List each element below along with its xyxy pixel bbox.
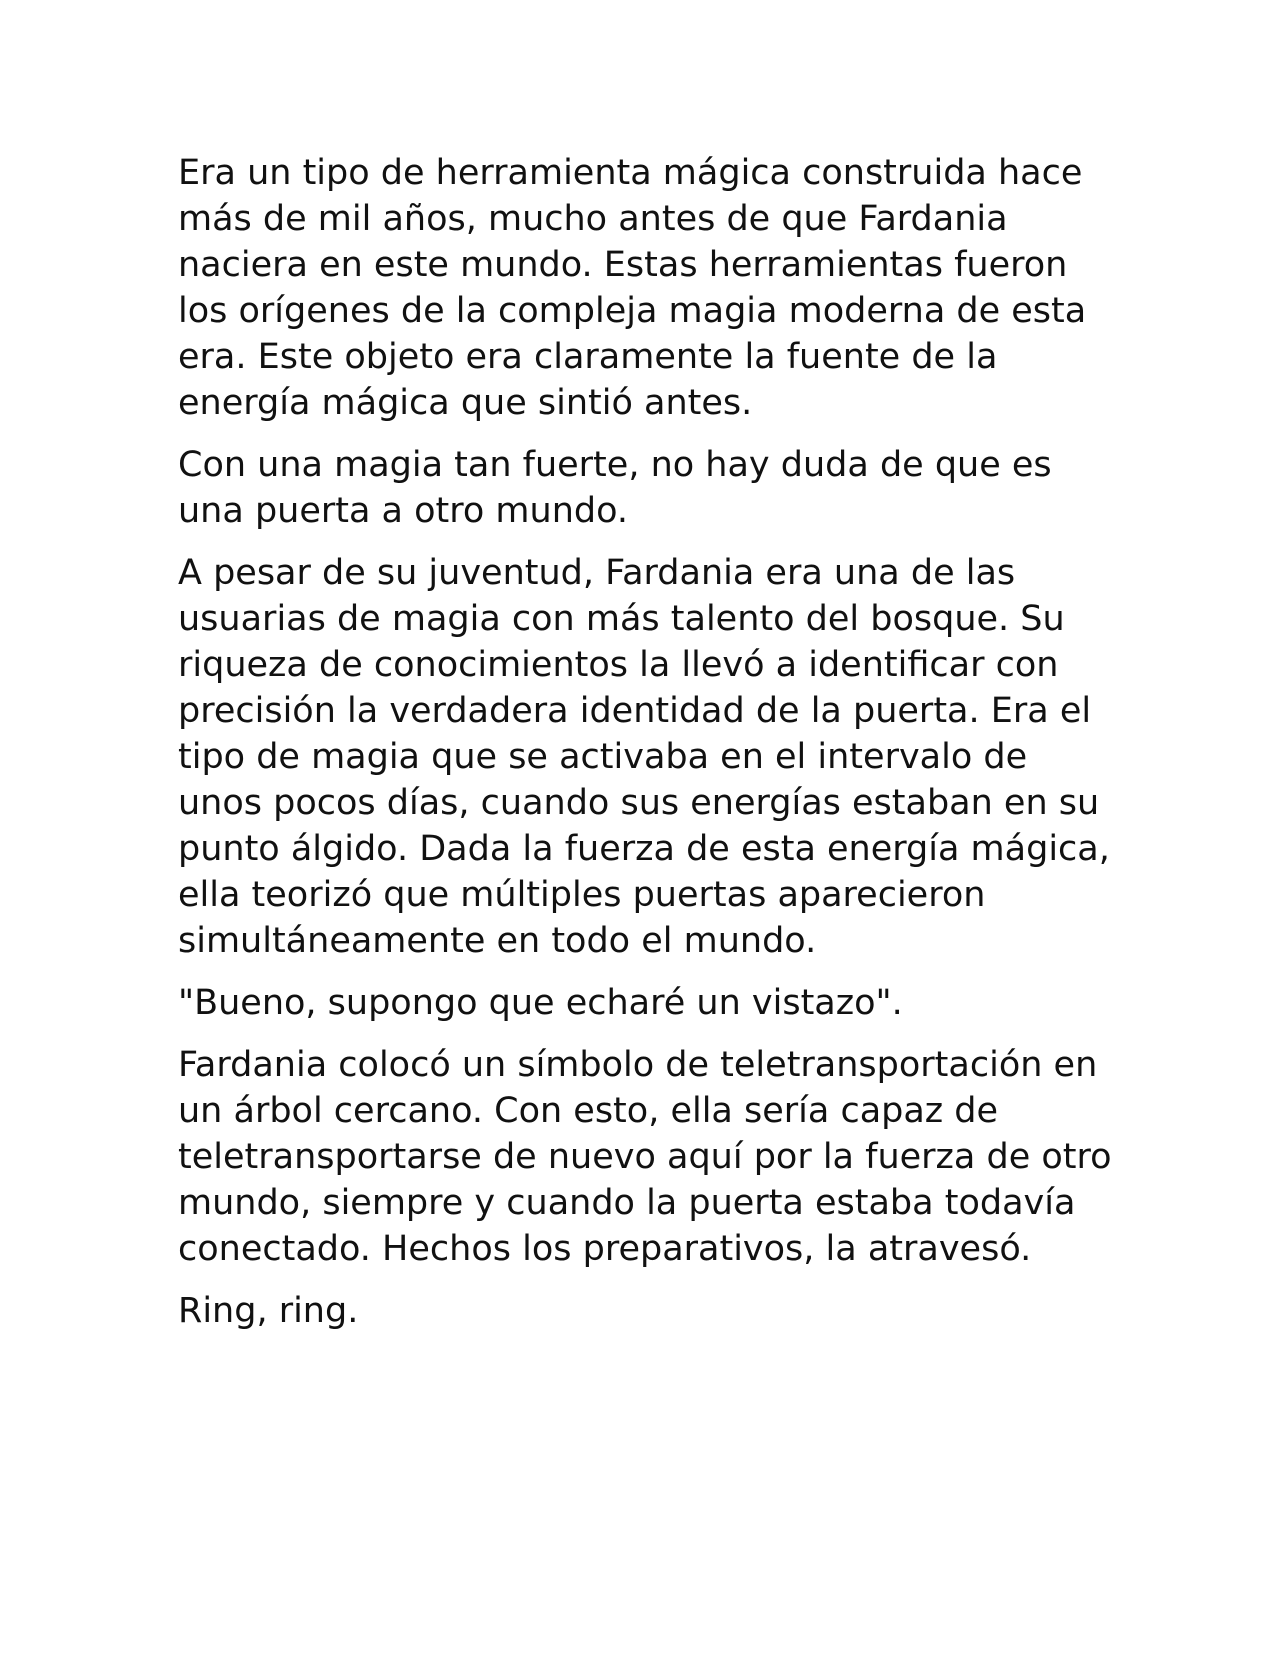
paragraph: Con una magia tan fuerte, no hay duda de que es una puerta a otro mundo. <box>178 445 1052 531</box>
paragraph: A pesar de su juventud, Fardania era una de las usuarias de magia con más talento del bosque. Su riqueza de conocimientos la llevó a identificar con precisión la verdadera identidad de la puerta. Era el tipo de magia que se activaba en el intervalo de unos pocos días, cuando sus energías estaban en su punto álgido. Dada la fuerza de esta energía mágica, ella teorizó que múltiples puertas aparecieron simultáneamente en todo el mundo. <box>178 553 1110 961</box>
paragraph: "Bueno, supongo que echaré un vistazo". <box>178 983 903 1023</box>
paragraph: Era un tipo de herramienta mágica construida hace más de mil años, mucho antes de que Fardania naciera en este mundo. Estas herramientas fueron los orígenes de la compleja magia moderna de esta era. Este objeto era claramente la fuente de la energía mágica que sintió antes. <box>178 153 1087 423</box>
paragraph: Ring, ring. <box>178 1291 359 1331</box>
paragraph: Fardania colocó un símbolo de teletransportación en un árbol cercano. Con esto, ella sería capaz de teletransportarse de nuevo aquí por la fuerza de otro mundo, siempre y cuando la puerta estaba todavía conectado. Hechos los preparativos, la atravesó. <box>178 1045 1112 1269</box>
body-text <box>178 150 1118 1350</box>
